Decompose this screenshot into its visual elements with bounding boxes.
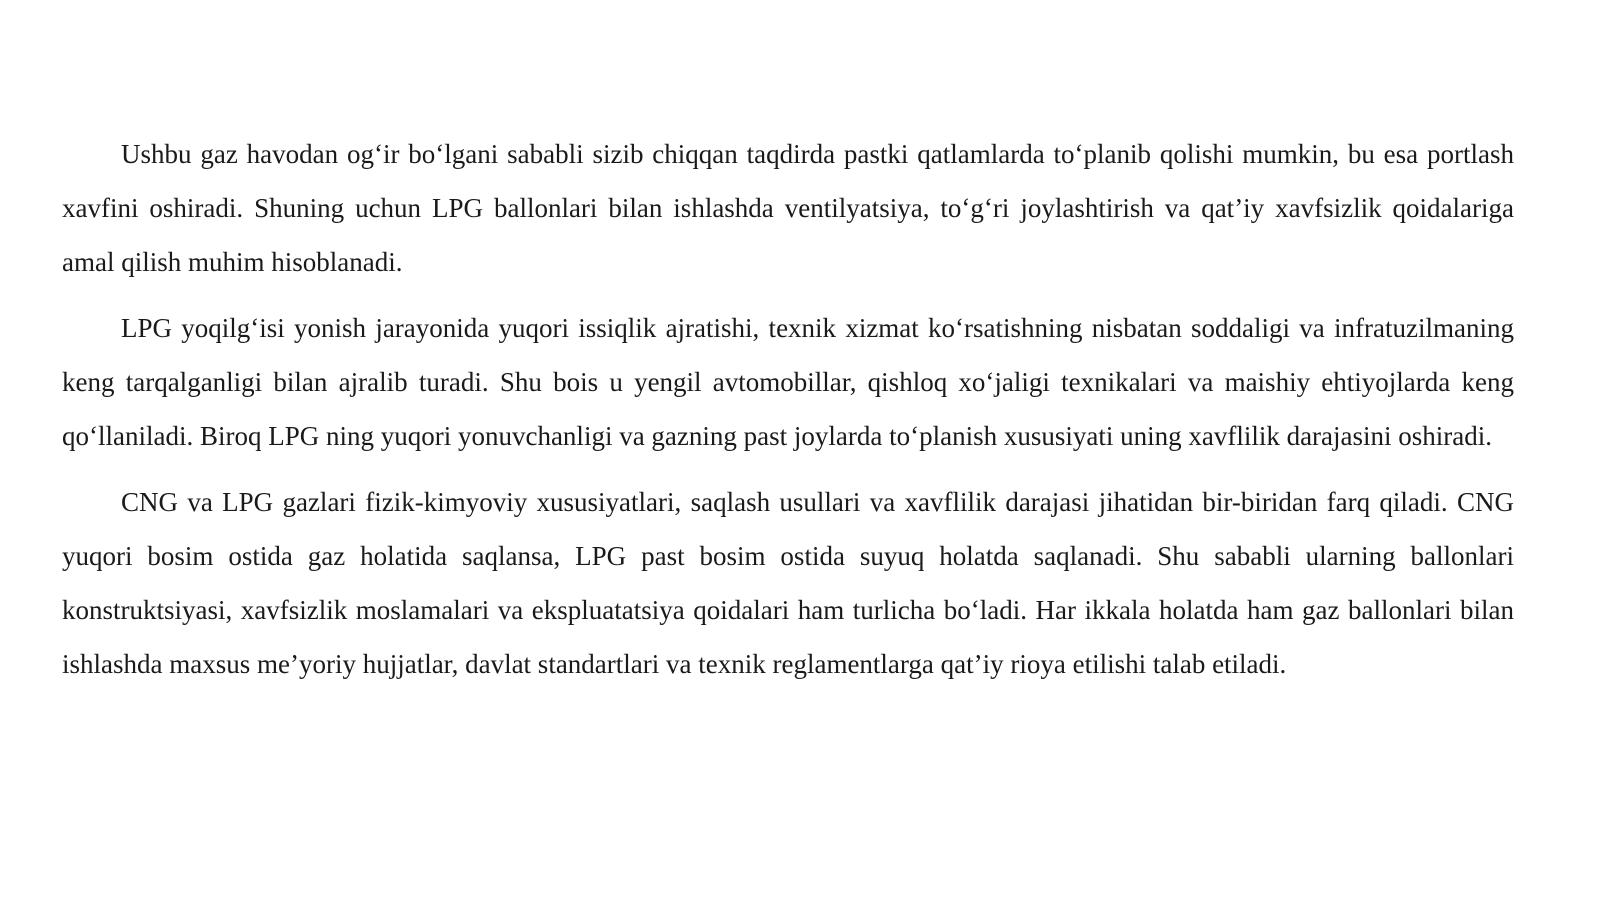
paragraph-ventilation-safety: Ushbu gaz havodan og‘ir bo‘lgani sababli sizib chiqqan taqdirda pastki qatlamlarda to‘planib qolishi mumkin, bu esa portlash xavfini oshiradi. Shuning uchun LPG ballonlari bilan ishlashda ventilyatsiya, to‘g‘ri joylashtirish va qat’iy xavfsizlik qoidalariga amal qilish muhim hisoblanadi. bbox=[62, 139, 1514, 277]
paragraph-lpg-properties: LPG yoqilg‘isi yonish jarayonida yuqori issiqlik ajratishi, texnik xizmat ko‘rsatishning nisbatan soddaligi va infratuzilmaning keng tarqalganligi bilan ajralib turadi. Shu bois u yengil avtomobillar, qishloq xo‘jaligi texnikalari va maishiy ehtiyojlarda keng qo‘llaniladi. Biroq LPG ning yuqori yonuvchanligi va gazning past joylarda to‘planish xususiyati uning xavflilik darajasini oshiradi. bbox=[62, 313, 1514, 451]
paragraph-cng-lpg-comparison: CNG va LPG gazlari fizik-kimyoviy xususiyatlari, saqlash usullari va xavflilik darajasi jihatidan bir-biridan farq qiladi. CNG yuqori bosim ostida gaz holatida saqlansa, LPG past bosim ostida suyuq holatda saqlanadi. Shu sababli ularning ballonlari konstruktsiyasi, xavfsizlik moslamalari va ekspluatatsiya qoidalari ham turlicha bo‘ladi. Har ikkala holatda ham gaz ballonlari bilan ishlashda maxsus me’yoriy hujjatlar, davlat standartlari va texnik reglamentlarga qat’iy rioya etilishi talab etiladi. bbox=[62, 487, 1514, 679]
document-body bbox=[62, 127, 1514, 691]
